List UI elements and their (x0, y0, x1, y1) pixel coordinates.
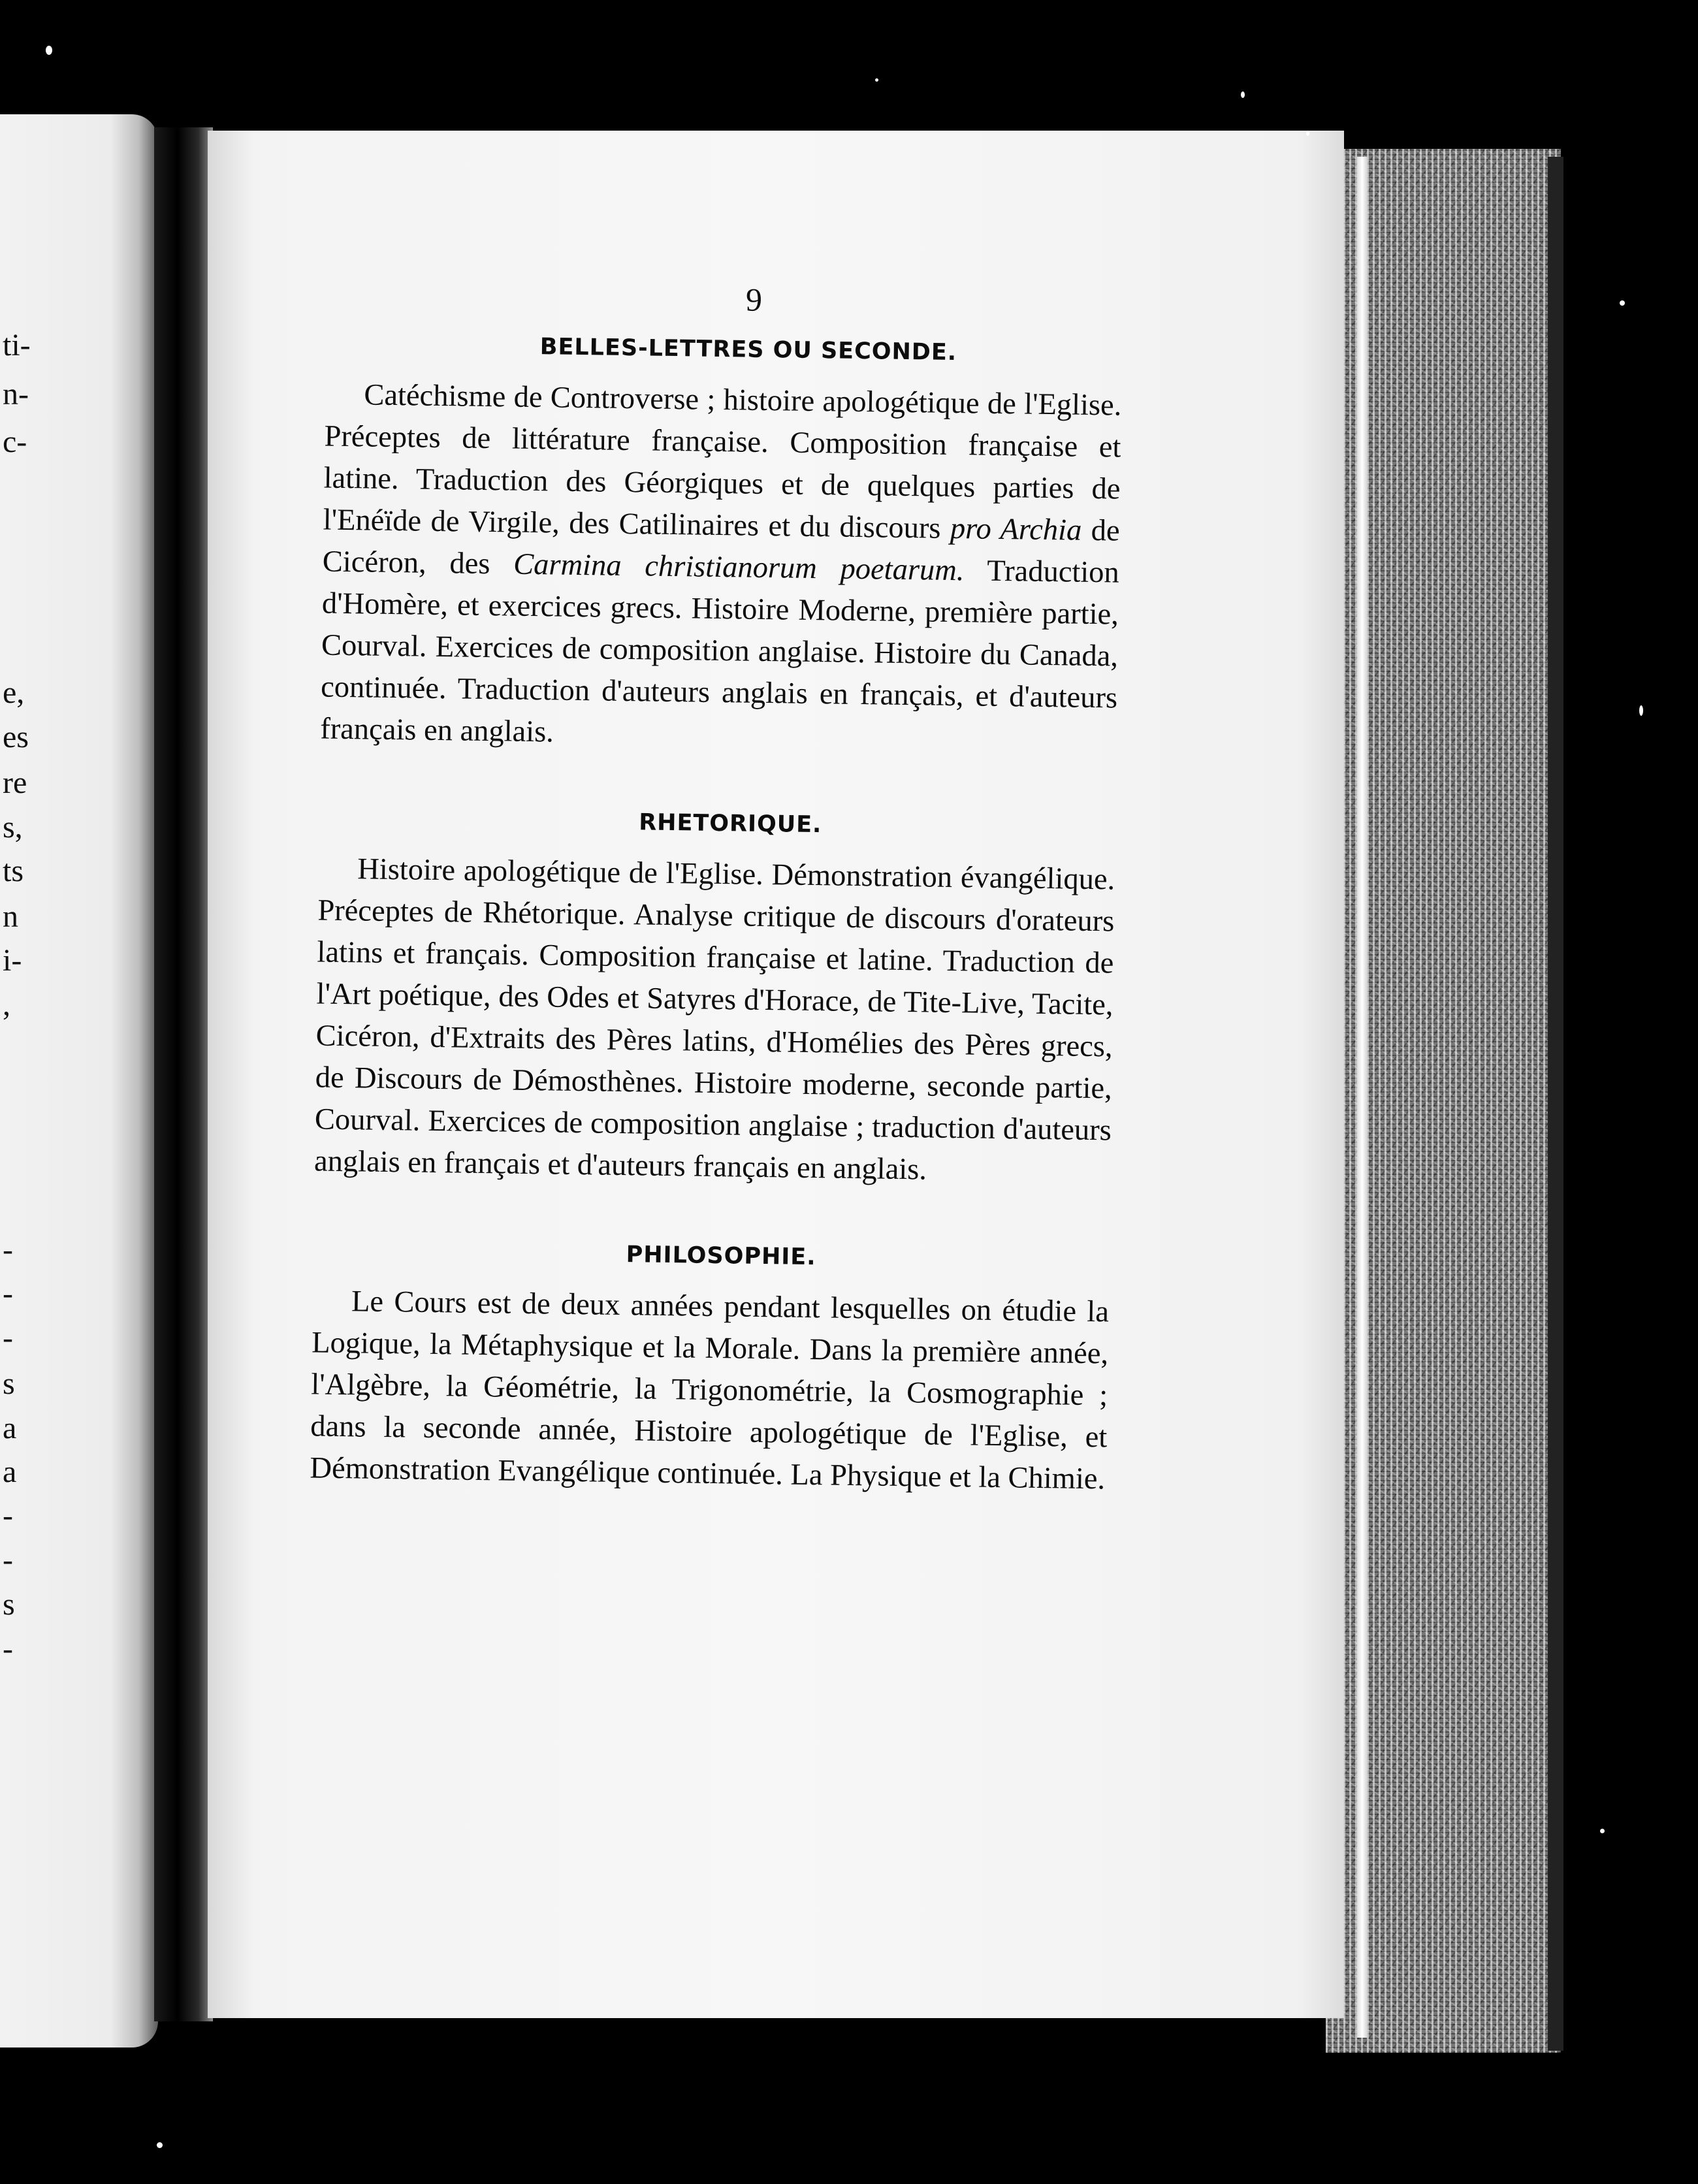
page-edge-highlight (1357, 157, 1368, 2038)
dust-speck (1306, 131, 1309, 136)
fragment: s (3, 1587, 15, 1622)
section-heading: RHETORIQUE. (638, 809, 822, 839)
dust-speck (1600, 1829, 1605, 1833)
fragment: a (3, 1454, 17, 1489)
fragment: ti- (3, 328, 31, 362)
fragment: e, (3, 675, 25, 710)
fragment: es (3, 720, 29, 754)
fragment: - (3, 1321, 13, 1355)
page-number: 9 (745, 281, 763, 318)
fragment: n- (3, 377, 29, 411)
italic-title: Carmina christianorum poetarum. (513, 547, 965, 588)
previous-page (0, 114, 158, 2048)
dust-speck (157, 2142, 163, 2148)
fragment: s, (3, 810, 23, 844)
fragment: ts (3, 854, 24, 888)
section-rhetorique (288, 805, 1116, 1194)
body-text: Traduction d'Homère, et exercices grecs. Histoire Moderne, première partie, Courval. Exercices de composition anglaise. Histoire du Canada, continuée. Traduction d'auteurs anglais en français, et d'auteurs français en anglais. (319, 554, 1120, 749)
dust-speck (46, 46, 52, 55)
section-heading: BELLES-LETTRES OU SECONDE. (539, 334, 957, 366)
dust-speck (1639, 705, 1643, 716)
section-body (294, 374, 1122, 762)
previous-page-text-fragments (3, 114, 42, 2048)
fragment: , (3, 988, 10, 1022)
section-heading: PHILOSOPHIE. (626, 1242, 816, 1271)
italic-title: pro Archia (950, 511, 1082, 547)
section-belles-lettres (294, 330, 1123, 762)
fragment: - (3, 1631, 13, 1666)
fragment: c- (3, 425, 27, 459)
body-text: Catéchisme de Controverse ; histoire apologétique de l'Eglise. Préceptes de littérature française. Composition française et latine. Traduction des Géorgiques et de quelques parties de l'Enéïde de Virgile, des Catilinaires et du discours (323, 378, 1122, 545)
fragment: re (3, 765, 27, 800)
fragment: i- (3, 943, 22, 978)
section-body: Histoire apologétique de l'Eglise. Démonstration évangélique. Préceptes de Rhétorique. Analyse critique de discours d'orateurs latins et français. Composition française et latine. Traduction de l'Art poétique, des Odes et Satyres d'Horace, de Tite-Live, Tacite, Cicéron, d'Extraits des Pères latins, d'Homélies des Pères grecs, de Discours de Démosthènes. Histoire moderne, seconde partie, Courval. Exercices de composition anglaise ; traduction d'auteurs anglais en français et d'auteurs français en anglais. (313, 852, 1115, 1187)
fragment: - (3, 1276, 13, 1311)
section-philosophie (283, 1237, 1110, 1501)
body-text: de Cicéron, des (322, 513, 1120, 581)
page-edge-shadow (1548, 157, 1563, 2051)
section-body: Le Cours est de deux années pendant lesquelles on étudie la Logique, la Métaphysique et la Morale. Dans la première année, l'Algèbre, la Géométrie, la Trigonométrie, la Cosmographie ; dans la seconde année, Histoire apologétique de l'Eglise, et Démonstration Evangélique continuée. La Physique et la Chimie. (310, 1285, 1110, 1496)
fragment: - (3, 1498, 13, 1533)
book-gutter-shadow (154, 127, 213, 2021)
page-content (283, 274, 1123, 1500)
fragment: s (3, 1366, 15, 1401)
fragment: a (3, 1411, 17, 1445)
fragment: - (3, 1543, 13, 1577)
fragment: - (3, 1232, 13, 1267)
dust-speck (1241, 91, 1245, 98)
dust-speck (875, 78, 878, 82)
fragment: n (3, 899, 18, 934)
dust-speck (1620, 300, 1625, 306)
